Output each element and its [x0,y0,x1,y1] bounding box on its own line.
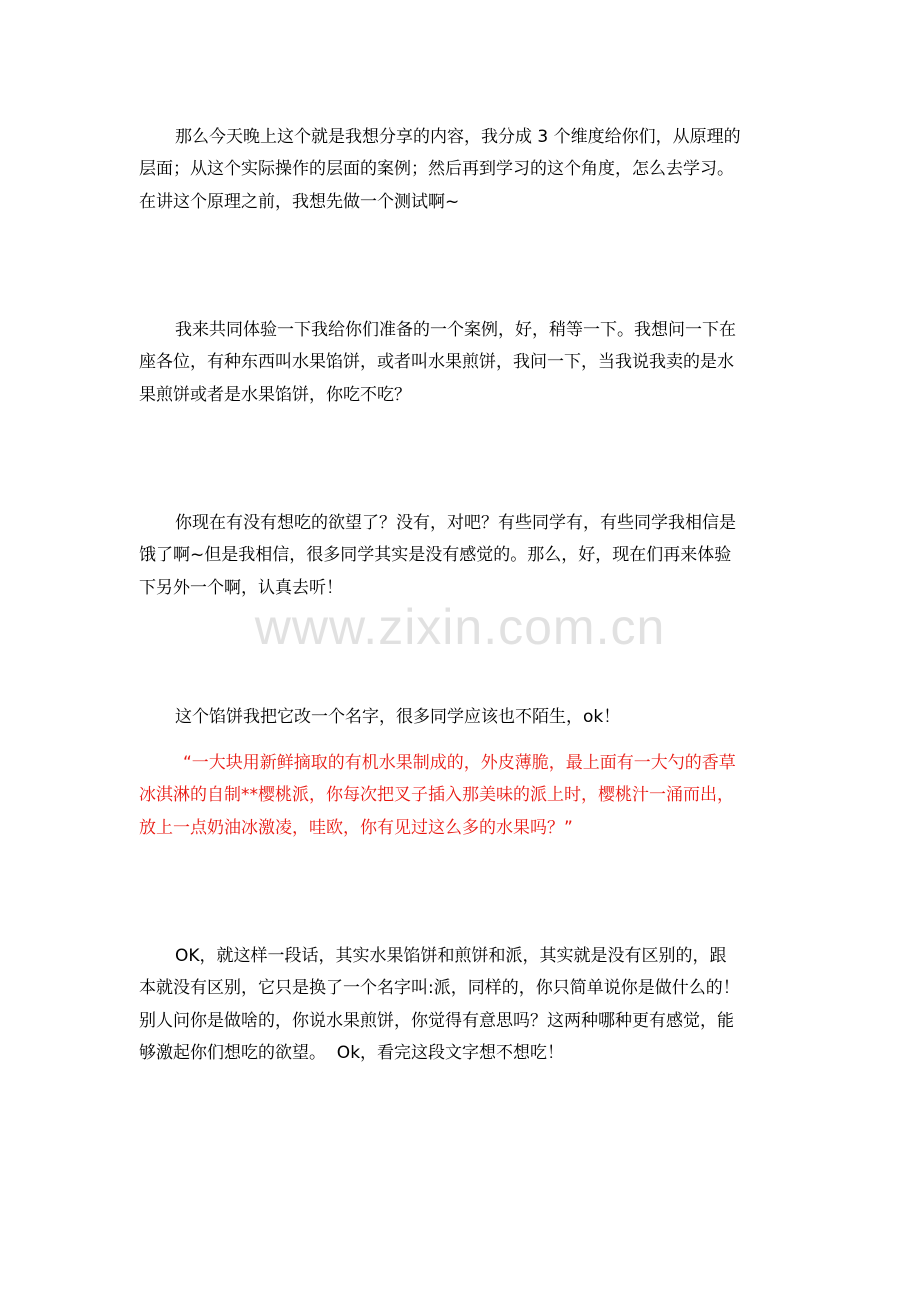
paragraph-line: 别人问你是做啥的，你说水果煎饼，你觉得有意思吗？这两种哪种更有感觉，能 [139,1010,734,1031]
watermark: www.zixin.com.cn [254,599,666,655]
paragraph-line: 你现在有没有想吃的欲望了？没有，对吧？有些同学有，有些同学我相信是 [175,513,736,533]
paragraph-line: OK，就这样一段话，其实水果馅饼和煎饼和派，其实就是没有区别的，跟 [175,946,727,966]
paragraph-line: 我来共同体验一下我给你们准备的一个案例，好，稍等一下。我想问一下在 [175,320,736,340]
paragraph-line: 在讲这个原理之前，我想先做一个测试啊~ [139,191,460,212]
paragraph-line: 层面；从这个实际操作的层面的案例；然后再到学习的这个角度，怎么去学习。 [139,159,734,180]
paragraph-4 [139,701,784,733]
paragraph-1 [139,121,784,218]
paragraph-line: 饿了啊~但是我相信，很多同学其实是没有感觉的。那么，好，现在们再来体验 [139,545,732,566]
paragraph-line: 这个馅饼我把它改一个名字，很多同学应该也不陌生，ok！ [175,707,621,727]
paragraph-line: 本就没有区别，它只是换了一个名字叫:派，同样的，你只简单说你是做什么的！ [139,978,740,999]
quote-line: “一大块用新鲜摘取的有机水果制成的，外皮薄脆，最上面有一大勺的香草 [183,753,736,773]
paragraph-3 [139,507,784,604]
quote-line: 冰淇淋的自制**樱桃派，你每次把叉子插入那美味的派上时，樱桃汁一涌而出， [139,785,734,806]
paragraph-line: 那么今天晚上这个就是我想分享的内容，我分成 3 个维度给你们，从原理的 [175,127,741,147]
paragraph-line: 下另外一个啊，认真去听！ [139,577,343,598]
paragraph-line: 果煎饼或者是水果馅饼，你吃不吃？ [139,384,411,405]
paragraph-2 [139,314,784,411]
paragraph-line: 座各位，有种东西叫水果馅饼，或者叫水果煎饼，我问一下，当我说我卖的是水 [139,352,734,373]
paragraph-6 [139,940,784,1070]
paragraph-line: 够激起你们想吃的欲望。 Ok，看完这段文字想不想吃！ [139,1043,565,1064]
quote-paragraph [139,747,784,844]
quote-line: 放上一点奶油冰激凌，哇欧，你有见过这么多的水果吗？” [139,817,573,838]
